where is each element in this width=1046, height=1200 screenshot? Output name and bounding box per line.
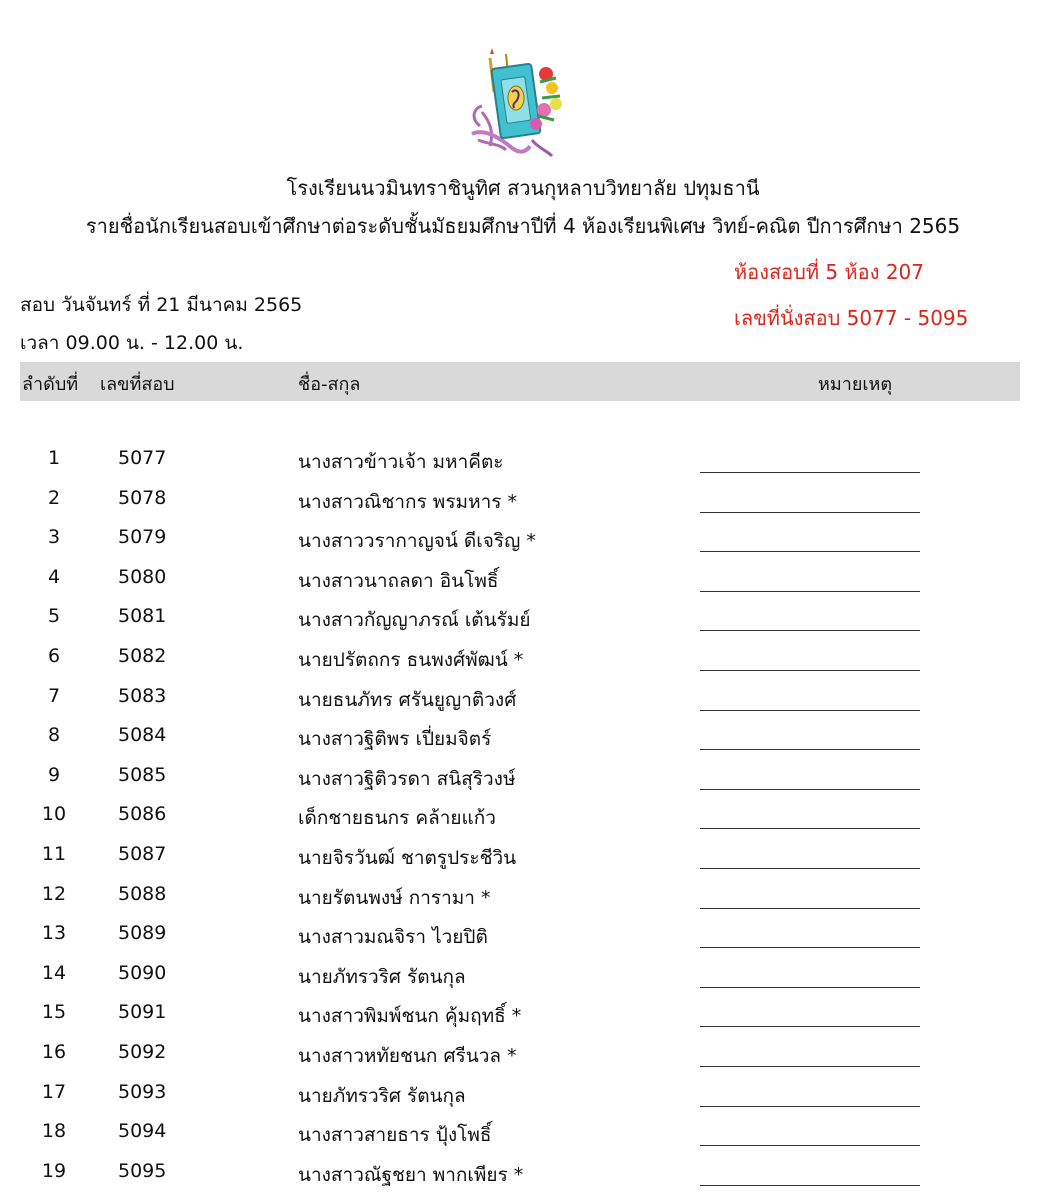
table-row <box>0 640 1046 680</box>
row-student-name: นางสาวหทัยชนก ศรีนวล * <box>298 1044 517 1067</box>
row-student-name: นายรัตนพงษ์ การามา * <box>298 886 491 909</box>
row-seat-number: 5077 <box>118 447 167 469</box>
table-row <box>0 1076 1046 1116</box>
row-student-name: นางสาวพิมพ์ชนก คุ้มฤทธิ์ * <box>298 1005 522 1028</box>
column-header-remark: หมายเหตุ <box>818 374 893 395</box>
row-seat-number: 5080 <box>118 565 167 588</box>
table-row <box>0 1115 1046 1155</box>
table-row <box>0 917 1046 957</box>
row-order: 11 <box>41 842 67 865</box>
row-student-name: เด็กชายธนกร คล้ายแก้ว <box>298 807 496 830</box>
row-student-name: นางสาวฐิติพร เปี่ยมจิตร์ <box>298 728 492 751</box>
row-seat-number: 5094 <box>118 1120 167 1143</box>
row-seat-number: 5089 <box>118 922 167 945</box>
row-order: 1 <box>47 447 61 469</box>
table-row <box>0 996 1046 1036</box>
remark-line <box>700 710 920 711</box>
row-order: 4 <box>47 565 61 588</box>
remark-line <box>700 670 920 671</box>
row-seat-number: 5093 <box>118 1080 167 1103</box>
remark-line <box>700 947 920 948</box>
row-order: 7 <box>47 684 61 707</box>
row-seat-number: 5078 <box>118 486 167 509</box>
remark-line <box>700 512 920 513</box>
table-row <box>0 957 1046 997</box>
table-header <box>20 362 1020 401</box>
row-seat-number: 5088 <box>118 882 167 905</box>
remark-line <box>700 1145 920 1146</box>
row-student-name: นางสาวณิชากร พรมหาร * <box>298 490 518 513</box>
row-order: 9 <box>47 763 61 786</box>
row-order: 14 <box>41 961 67 984</box>
table-row <box>0 680 1046 720</box>
remark-line <box>700 472 920 473</box>
school-emblem-logo <box>460 48 576 164</box>
remark-line <box>700 987 920 988</box>
row-order: 8 <box>47 724 61 747</box>
column-header-order: ลำดับที่ <box>22 374 79 395</box>
school-name-heading: โรงเรียนนวมินทราชินูทิศ สวนกุหลาบวิทยาลัย ปทุมธานี <box>286 176 760 200</box>
table-row <box>0 1155 1046 1195</box>
row-student-name: นายภัทรวริศ รัตนกุล <box>298 1084 466 1107</box>
row-order: 10 <box>41 803 67 826</box>
row-seat-number: 5084 <box>118 724 167 747</box>
row-order: 18 <box>41 1120 67 1143</box>
row-seat-number: 5085 <box>118 763 167 786</box>
row-seat-number: 5095 <box>118 1159 167 1182</box>
row-order: 5 <box>47 605 61 628</box>
row-order: 15 <box>41 1001 67 1024</box>
column-header-name: ชื่อ-สกุล <box>298 374 361 395</box>
table-row <box>0 521 1046 561</box>
row-student-name: นางสาวณัฐชยา พากเพียร * <box>298 1163 524 1186</box>
row-student-name: นายจิรวันฒ์ ชาตรูประชีวิน <box>298 846 517 869</box>
remark-line <box>700 1185 920 1186</box>
row-student-name: นายปรัตถกร ธนพงศ์พัฒน์ * <box>298 648 524 671</box>
remark-line <box>700 908 920 909</box>
table-row <box>0 600 1046 640</box>
row-seat-number: 5079 <box>118 526 167 549</box>
table-row <box>0 878 1046 918</box>
remark-line <box>700 1026 920 1027</box>
row-student-name: นางสาวข้าวเจ้า มหาคีตะ <box>298 451 504 473</box>
remark-line <box>700 1066 920 1067</box>
row-seat-number: 5083 <box>118 684 167 707</box>
remark-line <box>700 868 920 869</box>
row-order: 3 <box>47 526 61 549</box>
row-seat-number: 5090 <box>118 961 167 984</box>
row-order: 19 <box>41 1159 67 1182</box>
row-order: 2 <box>47 486 61 509</box>
remark-line <box>700 749 920 750</box>
row-order: 12 <box>41 882 67 905</box>
table-row <box>0 719 1046 759</box>
table-row <box>0 561 1046 601</box>
row-seat-number: 5092 <box>118 1040 167 1063</box>
remark-line <box>700 789 920 790</box>
remark-line <box>700 630 920 631</box>
table-row <box>0 759 1046 799</box>
student-list <box>0 442 1046 1194</box>
row-order: 16 <box>41 1040 67 1063</box>
row-seat-number: 5091 <box>118 1001 167 1024</box>
row-student-name: นางสาวสายธาร ปุ้งโพธิ์ <box>298 1124 492 1147</box>
remark-line <box>700 551 920 552</box>
row-student-name: นางสาววรากาญจน์ ดีเจริญ * <box>298 530 536 553</box>
exam-date-label: สอบ วันจันทร์ ที่ 21 มีนาคม 2565 <box>20 294 303 316</box>
row-order: 6 <box>47 644 61 667</box>
row-student-name: นางสาวฐิติวรดา สนิสุริวงษ์ <box>298 767 516 790</box>
row-student-name: นายธนภัทร ศรันยูญาติวงศ์ <box>298 688 517 711</box>
table-row <box>0 442 1046 482</box>
row-seat-number: 5082 <box>118 644 167 667</box>
row-student-name: นางสาวกัญญาภรณ์ เต้นรัมย์ <box>298 609 531 632</box>
exam-time-label: เวลา 09.00 น. - 12.00 น. <box>20 332 244 354</box>
list-title-heading: รายชื่อนักเรียนสอบเข้าศึกษาต่อระดับชั้นมัธยมศึกษาปีที่ 4 ห้องเรียนพิเศษ วิทย์-คณิต ปีการศึกษา 2565 <box>85 214 961 238</box>
table-row <box>0 838 1046 878</box>
table-row <box>0 798 1046 838</box>
row-student-name: นายภัทรวริศ รัตนกุล <box>298 965 466 988</box>
row-student-name: นางสาวนาถลดา อินโพธิ์ <box>298 569 499 592</box>
row-seat-number: 5081 <box>118 605 167 628</box>
remark-line <box>700 591 920 592</box>
exam-room-label: ห้องสอบที่ 5 ห้อง 207 <box>734 260 924 284</box>
row-student-name: นางสาวมณจิรา ไวยปิติ <box>298 926 488 949</box>
row-order: 13 <box>41 922 67 945</box>
remark-line <box>700 1106 920 1107</box>
table-row <box>0 1036 1046 1076</box>
row-seat-number: 5087 <box>118 842 167 865</box>
remark-line <box>700 828 920 829</box>
column-header-seat-number: เลขที่สอบ <box>100 374 175 395</box>
row-order: 17 <box>41 1080 67 1103</box>
row-seat-number: 5086 <box>118 803 167 826</box>
seat-range-label: เลขที่นั่งสอบ 5077 - 5095 <box>734 306 969 330</box>
table-row <box>0 482 1046 522</box>
